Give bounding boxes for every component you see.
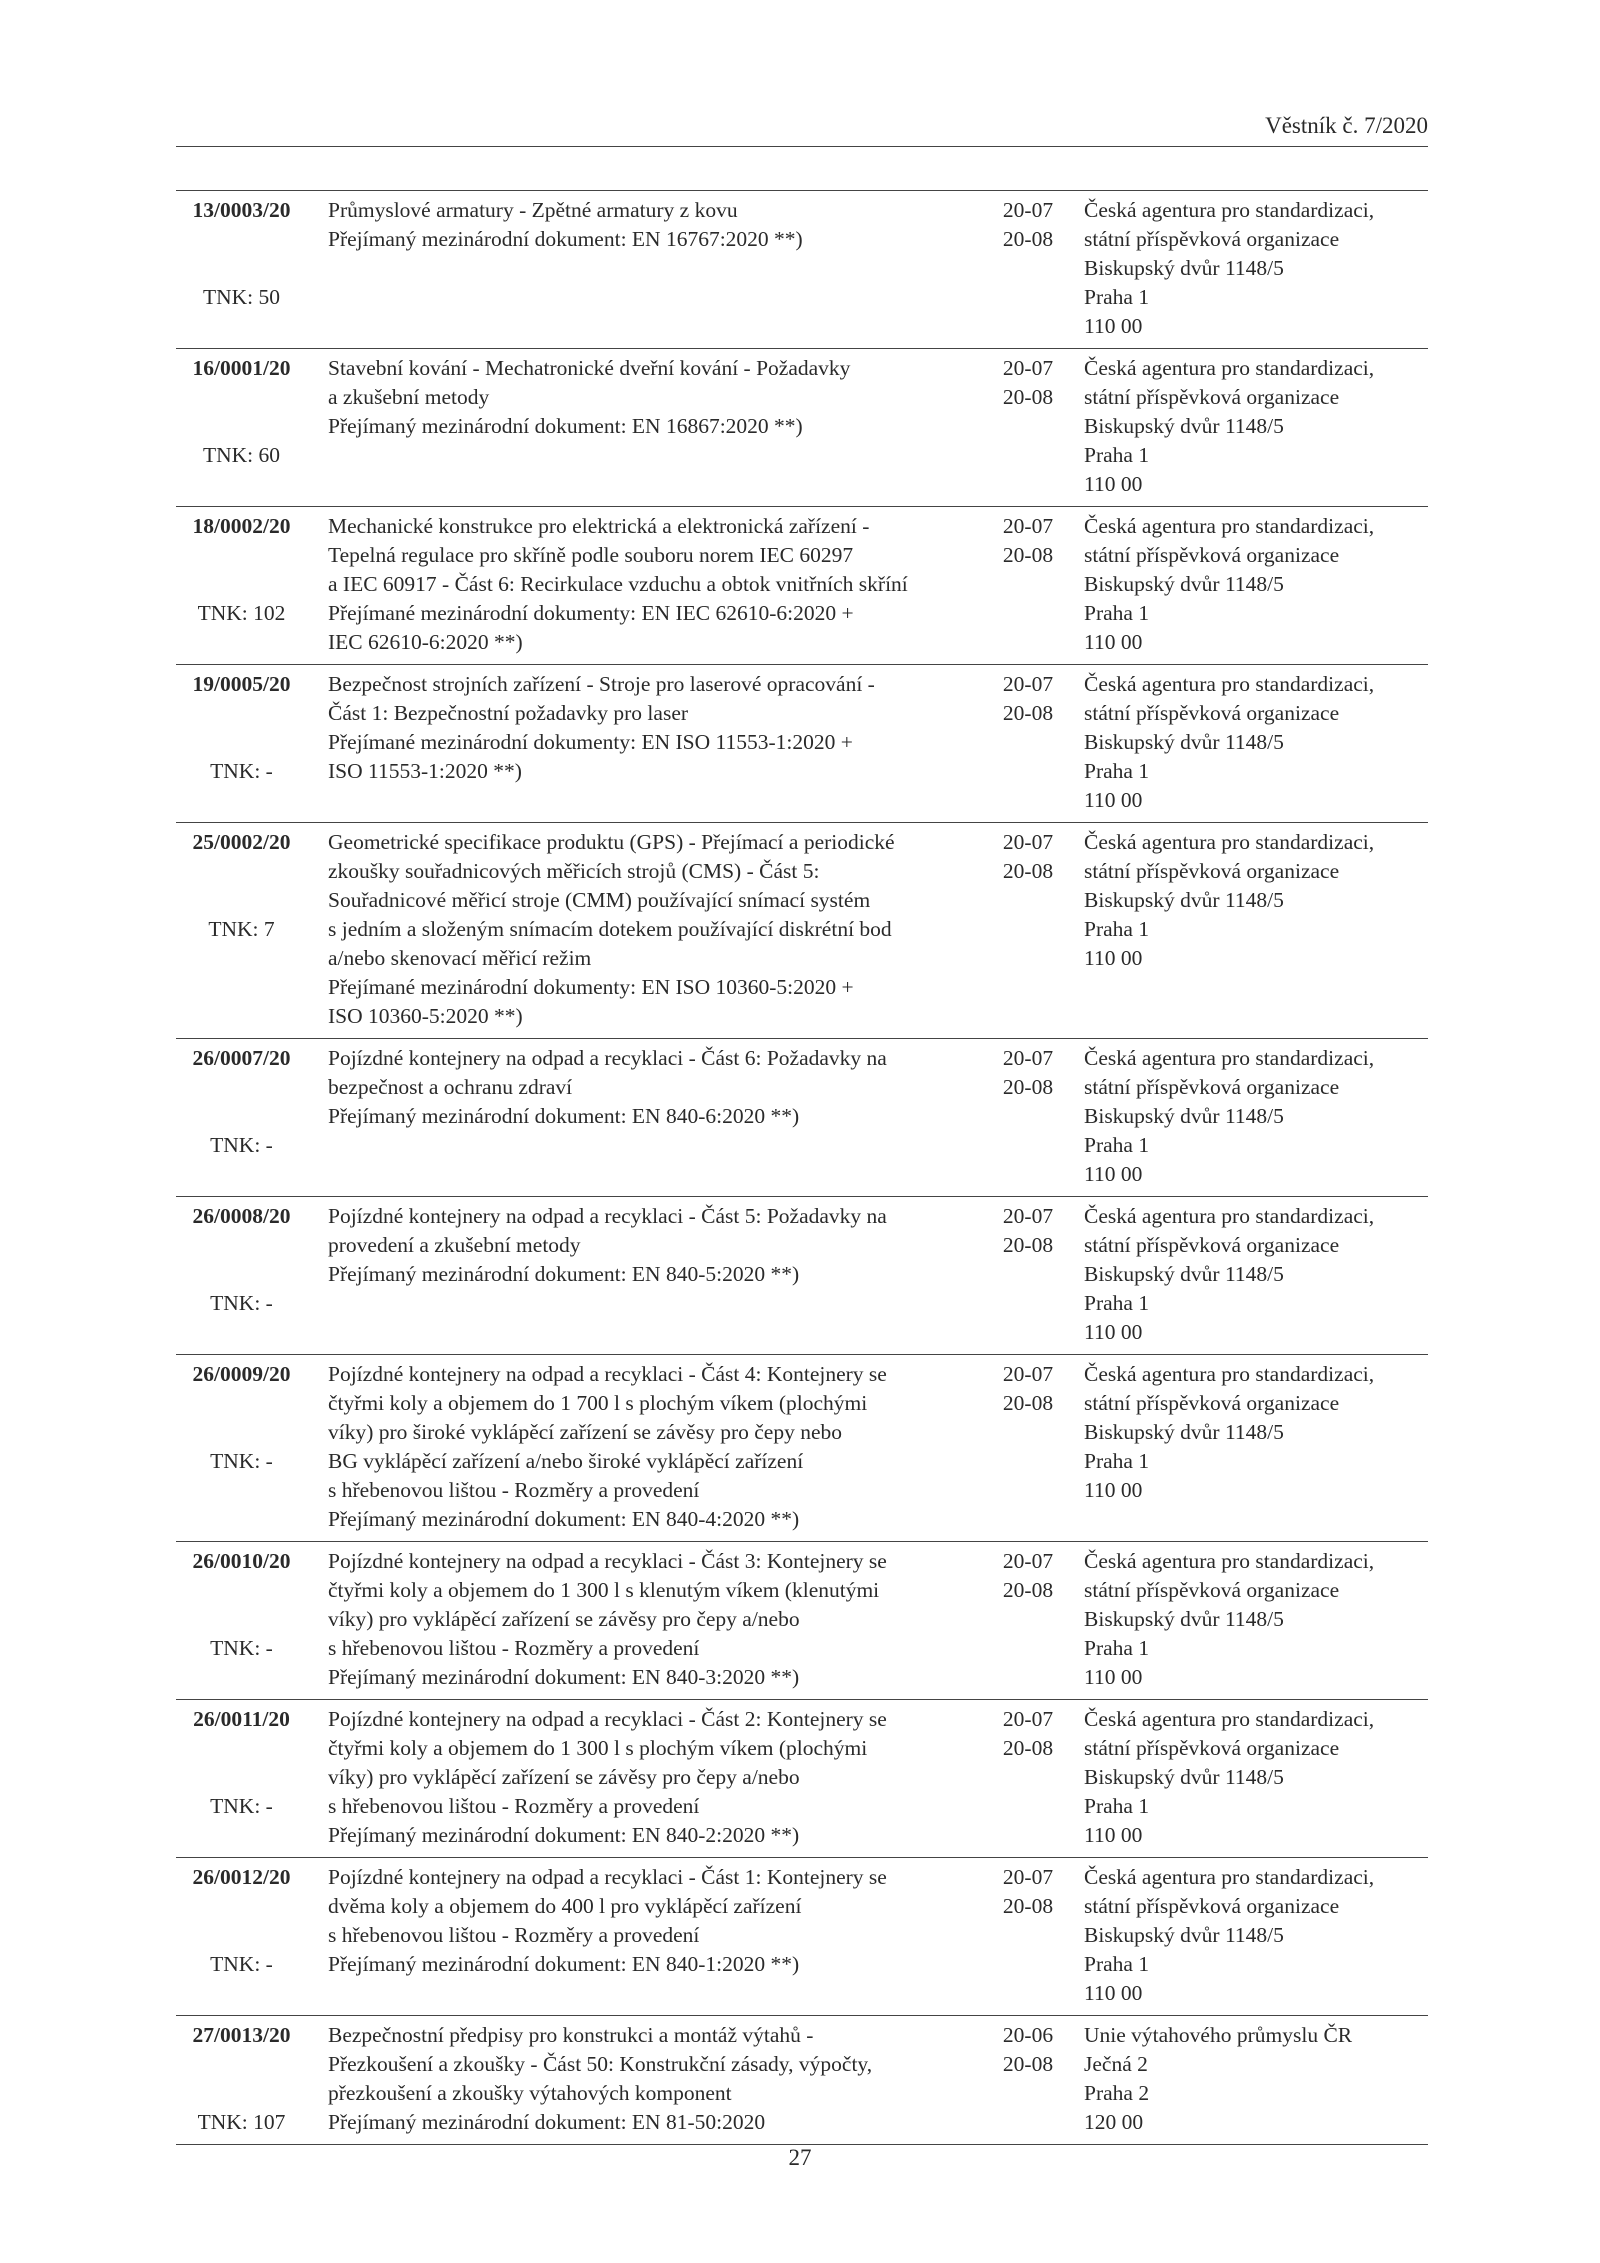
organization-line: státní příspěvková organizace (1084, 1075, 1340, 1099)
title-line: víky) pro vyklápěcí zařízení se závěsy pro čepy a/nebo (328, 1607, 800, 1631)
organization-line: Biskupský dvůr 1148/5 (1084, 414, 1284, 438)
standard-code: 26/0010/20 (192, 1549, 291, 1573)
title-line: Mechanické konstrukce pro elektrická a elektronická zařízení - (328, 514, 870, 538)
date-value: 20-07 (1002, 830, 1054, 854)
code-cell (176, 191, 307, 349)
date-value: 20-07 (1002, 1204, 1054, 1228)
tnk-label: TNK: - (210, 1952, 273, 1976)
organization-line: Praha 1 (1084, 1133, 1150, 1157)
dates-cell (974, 1355, 1076, 1542)
date-value: 20-08 (1002, 1075, 1054, 1099)
organization-line: Česká agentura pro standardizaci, (1084, 198, 1375, 222)
standard-code: 16/0001/20 (192, 356, 291, 380)
dates-cell (974, 1858, 1076, 2016)
organization-line: 110 00 (1084, 630, 1143, 654)
title-line: a IEC 60917 - Část 6: Recirkulace vzduchu a obtok vnitřních skříní (328, 572, 908, 596)
table-row (176, 1858, 1428, 2016)
organization-line: 110 00 (1084, 1665, 1143, 1689)
title-line: bezpečnost a ochranu zdraví (328, 1075, 573, 1099)
organization-line: Česká agentura pro standardizaci, (1084, 672, 1375, 696)
organization-line: 120 00 (1084, 2110, 1144, 2134)
organization-line: Česká agentura pro standardizaci, (1084, 830, 1375, 854)
dates-cell (974, 1700, 1076, 1858)
page-number: 27 (788, 2145, 812, 2170)
organization-line: Biskupský dvůr 1148/5 (1084, 1607, 1284, 1631)
title-line: Tepelná regulace pro skříně podle souboru norem IEC 60297 (328, 543, 854, 567)
code-cell (176, 823, 307, 1039)
organization-line: Ječná 2 (1084, 2052, 1148, 2076)
organization-line: státní příspěvková organizace (1084, 1391, 1340, 1415)
organization-line: 110 00 (1084, 788, 1143, 812)
title-line: provedení a zkušební metody (328, 1233, 581, 1257)
date-value: 20-08 (1002, 701, 1054, 725)
dates-cell (974, 1197, 1076, 1355)
standard-code: 13/0003/20 (192, 198, 291, 222)
organization-line: Unie výtahového průmyslu ČR (1084, 2023, 1353, 2047)
dates-cell (974, 665, 1076, 823)
date-value: 20-07 (1002, 1865, 1054, 1889)
title-line: IEC 62610-6:2020 **) (328, 630, 523, 654)
page-header (176, 110, 1428, 147)
organization-line: Praha 1 (1084, 1952, 1150, 1976)
title-line: Pojízdné kontejnery na odpad a recyklaci - Část 6: Požadavky na (328, 1046, 887, 1070)
organization-line: státní příspěvková organizace (1084, 227, 1340, 251)
date-value: 20-08 (1002, 2052, 1054, 2076)
title-line: Pojízdné kontejnery na odpad a recyklaci - Část 5: Požadavky na (328, 1204, 887, 1228)
title-line: Přejímaný mezinárodní dokument: EN 81-50:2020 (328, 2110, 766, 2134)
title-line: čtyřmi koly a objemem do 1 300 l s klenutým víkem (klenutými (328, 1578, 880, 1602)
organization-line: státní příspěvková organizace (1084, 1894, 1340, 1918)
organization-line: státní příspěvková organizace (1084, 1736, 1340, 1760)
organization-line: Praha 1 (1084, 917, 1150, 941)
code-cell (176, 1039, 307, 1197)
title-line: Pojízdné kontejnery na odpad a recyklaci - Část 4: Kontejnery se (328, 1362, 887, 1386)
standard-code: 19/0005/20 (192, 672, 291, 696)
title-line: Přejímaný mezinárodní dokument: EN 16767:2020 **) (328, 227, 803, 251)
title-cell (307, 349, 974, 507)
title-line: s hřebenovou lištou - Rozměry a provedení (328, 1636, 700, 1660)
title-line: Přejímaný mezinárodní dokument: EN 16867:2020 **) (328, 414, 803, 438)
title-line: BG vyklápěcí zařízení a/nebo široké vyklápěcí zařízení (328, 1449, 804, 1473)
table-row (176, 349, 1428, 507)
organization-line: Biskupský dvůr 1148/5 (1084, 1420, 1284, 1444)
organization-cell (1076, 2016, 1428, 2145)
organization-cell (1076, 665, 1428, 823)
title-cell (307, 1197, 974, 1355)
title-line: Bezpečnostní předpisy pro konstrukci a montáž výtahů - (328, 2023, 814, 2047)
organization-line: Česká agentura pro standardizaci, (1084, 1865, 1375, 1889)
date-value: 20-08 (1002, 543, 1054, 567)
organization-line: 110 00 (1084, 1981, 1143, 2005)
date-value: 20-08 (1002, 1391, 1054, 1415)
dates-cell (974, 2016, 1076, 2145)
organization-line: Praha 1 (1084, 601, 1150, 625)
organization-line: Praha 1 (1084, 285, 1150, 309)
date-value: 20-07 (1002, 514, 1054, 538)
organization-line: Praha 1 (1084, 759, 1150, 783)
organization-line: Biskupský dvůr 1148/5 (1084, 730, 1284, 754)
code-cell (176, 1858, 307, 2016)
title-cell (307, 1355, 974, 1542)
title-line: Přejímaný mezinárodní dokument: EN 840-2:2020 **) (328, 1823, 800, 1847)
title-line: Přejímané mezinárodní dokumenty: EN ISO 11553-1:2020 + (328, 730, 853, 754)
organization-line: Česká agentura pro standardizaci, (1084, 1549, 1375, 1573)
title-line: Pojízdné kontejnery na odpad a recyklaci - Část 2: Kontejnery se (328, 1707, 887, 1731)
title-line: Přejímaný mezinárodní dokument: EN 840-3:2020 **) (328, 1665, 800, 1689)
organization-line: Biskupský dvůr 1148/5 (1084, 1104, 1284, 1128)
table-row (176, 1039, 1428, 1197)
organization-line: 110 00 (1084, 1162, 1143, 1186)
title-line: Přezkoušení a zkoušky - Část 50: Konstrukční zásady, výpočty, (328, 2052, 873, 2076)
table-row (176, 191, 1428, 349)
title-cell (307, 823, 974, 1039)
tnk-label: TNK: - (210, 1636, 273, 1660)
organization-cell (1076, 1542, 1428, 1700)
organization-line: státní příspěvková organizace (1084, 859, 1340, 883)
organization-line: Biskupský dvůr 1148/5 (1084, 1765, 1284, 1789)
code-cell (176, 349, 307, 507)
title-line: Přejímaný mezinárodní dokument: EN 840-4:2020 **) (328, 1507, 800, 1531)
title-line: Průmyslové armatury - Zpětné armatury z kovu (328, 198, 738, 222)
code-cell (176, 1355, 307, 1542)
organization-line: státní příspěvková organizace (1084, 1233, 1340, 1257)
date-value: 20-07 (1002, 1046, 1054, 1070)
organization-line: Česká agentura pro standardizaci, (1084, 1707, 1375, 1731)
title-line: ISO 11553-1:2020 **) (328, 759, 522, 783)
title-line: Bezpečnost strojních zařízení - Stroje pro laserové opracování - (328, 672, 875, 696)
date-value: 20-07 (1002, 1549, 1054, 1573)
title-line: s jedním a složeným snímacím dotekem používající diskrétní bod (328, 917, 892, 941)
tnk-label: TNK: 107 (197, 2110, 286, 2134)
title-line: dvěma koly a objemem do 400 l pro vyklápěcí zařízení (328, 1894, 802, 1918)
organization-cell (1076, 191, 1428, 349)
organization-line: Praha 1 (1084, 1449, 1150, 1473)
tnk-label: TNK: 50 (202, 285, 281, 309)
organization-line: 110 00 (1084, 472, 1143, 496)
title-cell (307, 1542, 974, 1700)
tnk-label: TNK: - (210, 1449, 273, 1473)
dates-cell (974, 349, 1076, 507)
title-line: víky) pro široké vyklápěcí zařízení se závěsy pro čepy nebo (328, 1420, 843, 1444)
code-cell (176, 1542, 307, 1700)
table-row (176, 1197, 1428, 1355)
date-value: 20-08 (1002, 1578, 1054, 1602)
organization-line: Biskupský dvůr 1148/5 (1084, 256, 1284, 280)
code-cell (176, 1197, 307, 1355)
organization-line: Česká agentura pro standardizaci, (1084, 1204, 1375, 1228)
organization-line: Biskupský dvůr 1148/5 (1084, 1262, 1284, 1286)
title-line: s hřebenovou lištou - Rozměry a provedení (328, 1478, 700, 1502)
date-value: 20-07 (1002, 1707, 1054, 1731)
title-line: Část 1: Bezpečnostní požadavky pro laser (328, 701, 689, 725)
organization-cell (1076, 1355, 1428, 1542)
title-line: přezkoušení a zkoušky výtahových komponent (328, 2081, 732, 2105)
standard-code: 18/0002/20 (192, 514, 291, 538)
title-line: Pojízdné kontejnery na odpad a recyklaci - Část 3: Kontejnery se (328, 1549, 887, 1573)
title-cell (307, 2016, 974, 2145)
organization-line: státní příspěvková organizace (1084, 385, 1340, 409)
date-value: 20-08 (1002, 1894, 1054, 1918)
organization-line: Česká agentura pro standardizaci, (1084, 1362, 1375, 1386)
table-row (176, 1542, 1428, 1700)
table-row (176, 2016, 1428, 2145)
organization-cell (1076, 349, 1428, 507)
dates-cell (974, 191, 1076, 349)
organization-cell (1076, 1039, 1428, 1197)
organization-line: Česká agentura pro standardizaci, (1084, 1046, 1375, 1070)
tnk-label: TNK: - (210, 1794, 273, 1818)
organization-line: Biskupský dvůr 1148/5 (1084, 572, 1284, 596)
standards-table-body (176, 191, 1428, 2145)
organization-line: Praha 1 (1084, 443, 1150, 467)
title-cell (307, 507, 974, 665)
tnk-label: TNK: 7 (208, 917, 275, 941)
title-line: a zkušební metody (328, 385, 490, 409)
bulletin-title: Věstník č. 7/2020 (1265, 113, 1428, 138)
title-cell (307, 1858, 974, 2016)
organization-line: Praha 1 (1084, 1636, 1150, 1660)
title-line: Přejímaný mezinárodní dokument: EN 840-6:2020 **) (328, 1104, 800, 1128)
tnk-label: TNK: - (210, 1291, 273, 1315)
tnk-label: TNK: 102 (197, 601, 286, 625)
title-line: s hřebenovou lištou - Rozměry a provedení (328, 1923, 700, 1947)
organization-cell (1076, 1700, 1428, 1858)
date-value: 20-07 (1002, 1362, 1054, 1386)
tnk-label: TNK: 60 (202, 443, 281, 467)
title-line: Přejímaný mezinárodní dokument: EN 840-1:2020 **) (328, 1952, 800, 1976)
title-line: čtyřmi koly a objemem do 1 300 l s plochým víkem (plochými (328, 1736, 868, 1760)
organization-line: státní příspěvková organizace (1084, 543, 1340, 567)
date-value: 20-07 (1002, 198, 1054, 222)
code-cell (176, 507, 307, 665)
date-value: 20-06 (1002, 2023, 1054, 2047)
date-value: 20-08 (1002, 1233, 1054, 1257)
dates-cell (974, 1039, 1076, 1197)
standard-code: 26/0011/20 (193, 1707, 290, 1731)
organization-line: státní příspěvková organizace (1084, 1578, 1340, 1602)
organization-line: 110 00 (1084, 946, 1143, 970)
title-line: Přejímaný mezinárodní dokument: EN 840-5:2020 **) (328, 1262, 800, 1286)
organization-line: Praha 1 (1084, 1291, 1150, 1315)
standard-code: 26/0008/20 (192, 1204, 291, 1228)
tnk-label: TNK: - (210, 1133, 273, 1157)
organization-line: Praha 2 (1084, 2081, 1150, 2105)
page-footer (0, 2145, 1600, 2171)
code-cell (176, 665, 307, 823)
table-row (176, 1700, 1428, 1858)
title-line: Přejímané mezinárodní dokumenty: EN ISO 10360-5:2020 + (328, 975, 854, 999)
dates-cell (974, 507, 1076, 665)
date-value: 20-08 (1002, 227, 1054, 251)
title-line: Přejímané mezinárodní dokumenty: EN IEC 62610-6:2020 + (328, 601, 854, 625)
code-cell (176, 2016, 307, 2145)
date-value: 20-08 (1002, 859, 1054, 883)
organization-line: 110 00 (1084, 1478, 1143, 1502)
title-cell (307, 1039, 974, 1197)
table-row (176, 507, 1428, 665)
organization-line: Biskupský dvůr 1148/5 (1084, 1923, 1284, 1947)
standard-code: 26/0007/20 (192, 1046, 291, 1070)
title-line: Souřadnicové měřicí stroje (CMM) používající snímací systém (328, 888, 871, 912)
title-line: zkoušky souřadnicových měřicích strojů (CMS) - Část 5: (328, 859, 820, 883)
organization-line: státní příspěvková organizace (1084, 701, 1340, 725)
title-line: Geometrické specifikace produktu (GPS) - Přejímací a periodické (328, 830, 895, 854)
dates-cell (974, 1542, 1076, 1700)
tnk-label: TNK: - (210, 759, 273, 783)
title-line: a/nebo skenovací měřicí režim (328, 946, 592, 970)
standard-code: 27/0013/20 (192, 2023, 291, 2047)
organization-line: Česká agentura pro standardizaci, (1084, 514, 1375, 538)
table-row (176, 665, 1428, 823)
standard-code: 25/0002/20 (192, 830, 291, 854)
organization-cell (1076, 823, 1428, 1039)
code-cell (176, 1700, 307, 1858)
organization-cell (1076, 1197, 1428, 1355)
title-line: čtyřmi koly a objemem do 1 700 l s plochým víkem (plochými (328, 1391, 868, 1415)
dates-cell (974, 823, 1076, 1039)
standard-code: 26/0012/20 (192, 1865, 291, 1889)
organization-cell (1076, 1858, 1428, 2016)
table-row (176, 1355, 1428, 1542)
date-value: 20-07 (1002, 356, 1054, 380)
title-line: s hřebenovou lištou - Rozměry a provedení (328, 1794, 700, 1818)
title-line: Pojízdné kontejnery na odpad a recyklaci - Část 1: Kontejnery se (328, 1865, 887, 1889)
organization-line: Praha 1 (1084, 1794, 1150, 1818)
organization-line: 110 00 (1084, 1823, 1143, 1847)
organization-line: 110 00 (1084, 1320, 1143, 1344)
organization-line: Česká agentura pro standardizaci, (1084, 356, 1375, 380)
date-value: 20-08 (1002, 385, 1054, 409)
standards-table (176, 190, 1428, 2145)
title-cell (307, 191, 974, 349)
title-cell (307, 665, 974, 823)
title-line: víky) pro vyklápěcí zařízení se závěsy pro čepy a/nebo (328, 1765, 800, 1789)
organization-cell (1076, 507, 1428, 665)
date-value: 20-08 (1002, 1736, 1054, 1760)
title-line: Stavební kování - Mechatronické dveřní kování - Požadavky (328, 356, 851, 380)
title-line: ISO 10360-5:2020 **) (328, 1004, 523, 1028)
organization-line: 110 00 (1084, 314, 1143, 338)
organization-line: Biskupský dvůr 1148/5 (1084, 888, 1284, 912)
standard-code: 26/0009/20 (192, 1362, 291, 1386)
title-cell (307, 1700, 974, 1858)
table-row (176, 823, 1428, 1039)
date-value: 20-07 (1002, 672, 1054, 696)
